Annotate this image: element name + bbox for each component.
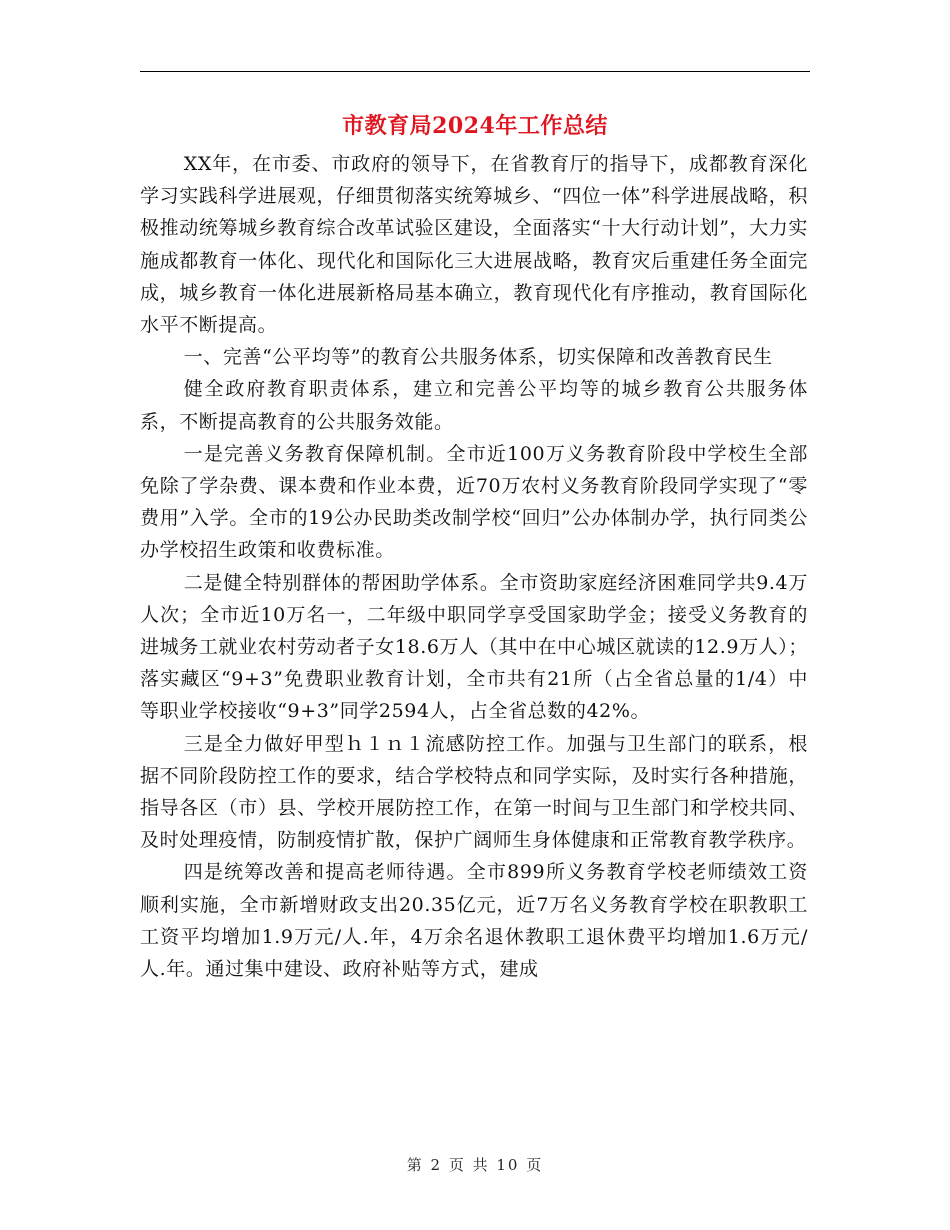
- paragraph-point-3: 三是全力做好甲型ｈ１ｎ１流感防控工作。加强与卫生部门的联系，根据不同阶段防控工作的要求，结合学校特点和同学实际，及时实行各种措施，指导各区（市）县、学校开展防控工作，在第一时间与卫生部门和学校共同、及时处理疫情，防制疫情扩散，保护广阔师生身体健康和正常教育教学秩序。: [140, 732, 808, 852]
- page-number: 第 2 页 共 10 页: [406, 1156, 544, 1174]
- paragraph-intro: XX年，在市委、市政府的领导下，在省教育厅的指导下，成都教育深化学习实践科学进展观，仔细贯彻落实统筹城乡、“四位一体”科学进展战略，积极推动统筹城乡教育综合改革试验区建设，全面落实“十大行动计划”，大力实施成都教育一体化、现代化和国际化三大进展战略，教育灾后重建任务全面完成，城乡教育一体化进展新格局基本确立，教育现代化有序推动，教育国际化水平不断提高。: [140, 153, 808, 337]
- paragraph-point-1: 一是完善义务教育保障机制。全市近100万义务教育阶段中学校生全部免除了学杂费、课本费和作业本费，近70万农村义务教育阶段同学实现了“零费用”入学。全市的19公办民助类改制学校“回归”公办体制办学，执行同类公办学校招生政策和收费标准。: [140, 442, 808, 562]
- paragraph-point-2: 二是健全特别群体的帮困助学体系。全市资助家庭经济困难同学共9.4万人次；全市近10万名一，二年级中职同学享受国家助学金；接受义务教育的进城务工就业农村劳动者子女18.6万人（其中在中心城区就读的12.9万人）；落实藏区“9+3”免费职业教育计划，全市共有21所（占全省总量的1/4）中等职业学校接收“9+3”同学2594人，占全省总数的42%。: [140, 571, 808, 723]
- document-body: [140, 148, 808, 985]
- paragraph-point-4: 四是统筹改善和提高老师待遇。全市899所义务教育学校老师绩效工资顺利实施，全市新增财政支出20.35亿元，近7万名义务教育学校在职教职工工资平均增加1.9万元/人.年，4万余名退休教职工退休费平均增加1.6万元/人.年。通过集中建设、政府补贴等方式，建成: [140, 861, 808, 981]
- paragraph-section-summary: 健全政府教育职责体系，建立和完善公平均等的城乡教育公共服务体系，不断提高教育的公共服务效能。: [140, 378, 808, 433]
- header-rule: [140, 71, 810, 72]
- section-heading-1: 一、完善“公平均等”的教育公共服务体系，切实保障和改善教育民生: [183, 346, 773, 369]
- document-title: 市教育局2024年工作总结: [342, 113, 608, 139]
